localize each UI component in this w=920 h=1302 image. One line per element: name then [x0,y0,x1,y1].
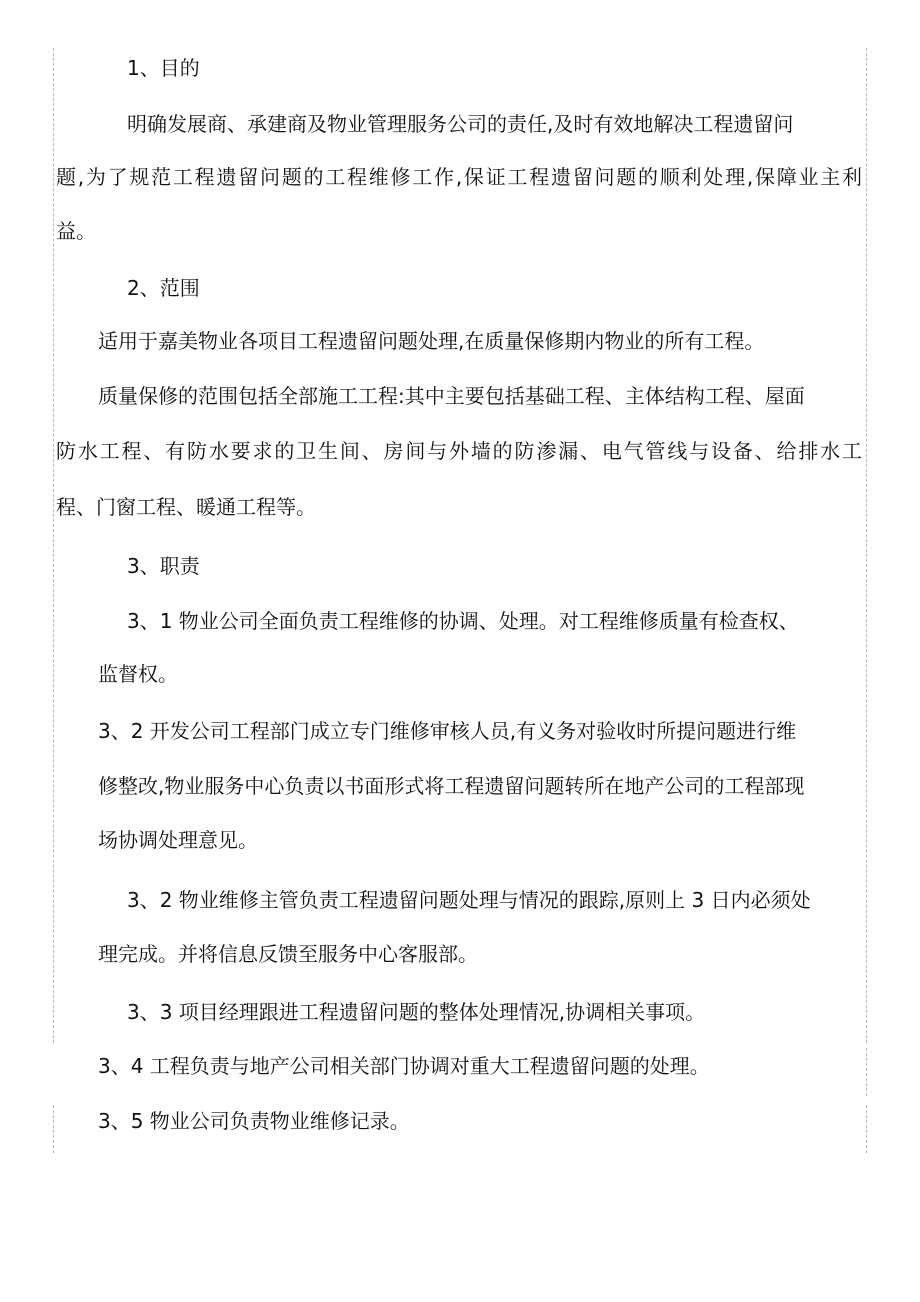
scope-text-line: 防水工程、有防水要求的卫生间、房间与外墙的防渗漏、电气管线与设备、给排水工 [56,439,862,463]
purpose-text-line: 题,为了规范工程遗留问题的工程维修工作,保证工程遗留问题的顺利处理,保障业主利 [56,165,862,189]
right-margin-line [866,1048,867,1096]
duty-text-line: 3、4 工程负责与地产公司相关部门协调对重大工程遗留问题的处理。 [98,1054,710,1078]
purpose-text-line: 明确发展商、承建商及物业管理服务公司的责任,及时有效地解决工程遗留问 [127,112,794,136]
scope-text-line: 适用于嘉美物业各项目工程遗留问题处理,在质量保修期内物业的所有工程。 [98,329,765,353]
duty-text-line: 场协调处理意见。 [98,828,258,852]
section-heading-purpose: 1、目的 [127,56,200,80]
duty-text-line: 理完成。并将信息反馈至服务中心客服部。 [98,942,478,966]
section-heading-duties: 3、职责 [127,554,200,578]
right-margin-line [866,48,867,1043]
duty-text-line: 修整改,物业服务中心负责以书面形式将工程遗留问题转所在地产公司的工程部现 [98,774,805,798]
right-margin-line [866,1105,867,1153]
scope-text-line: 程、门窗工程、暖通工程等。 [56,495,316,519]
section-heading-scope: 2、范围 [127,276,200,300]
scope-text-line: 质量保修的范围包括全部施工工程:其中主要包括基础工程、主体结构工程、屋面 [98,384,805,408]
purpose-text-line: 益。 [56,219,96,243]
left-margin-line [53,48,54,1043]
duty-text-line: 监督权。 [98,662,178,686]
duty-text-line: 3、5 物业公司负责物业维修记录。 [98,1109,410,1133]
duty-text-line: 3、1 物业公司全面负责工程维修的协调、处理。对工程维修质量有检查权、 [127,609,799,633]
duty-text-line: 3、3 项目经理跟进工程遗留问题的整体处理情况,协调相关事项。 [127,1000,706,1024]
duty-text-line: 3、2 开发公司工程部门成立专门维修审核人员,有义务对验收时所提问题进行维 [98,719,797,743]
left-margin-line [53,1105,54,1153]
duty-text-line: 3、2 物业维修主管负责工程遗留问题处理与情况的跟踪,原则上 3 日内必须处 [127,888,811,912]
